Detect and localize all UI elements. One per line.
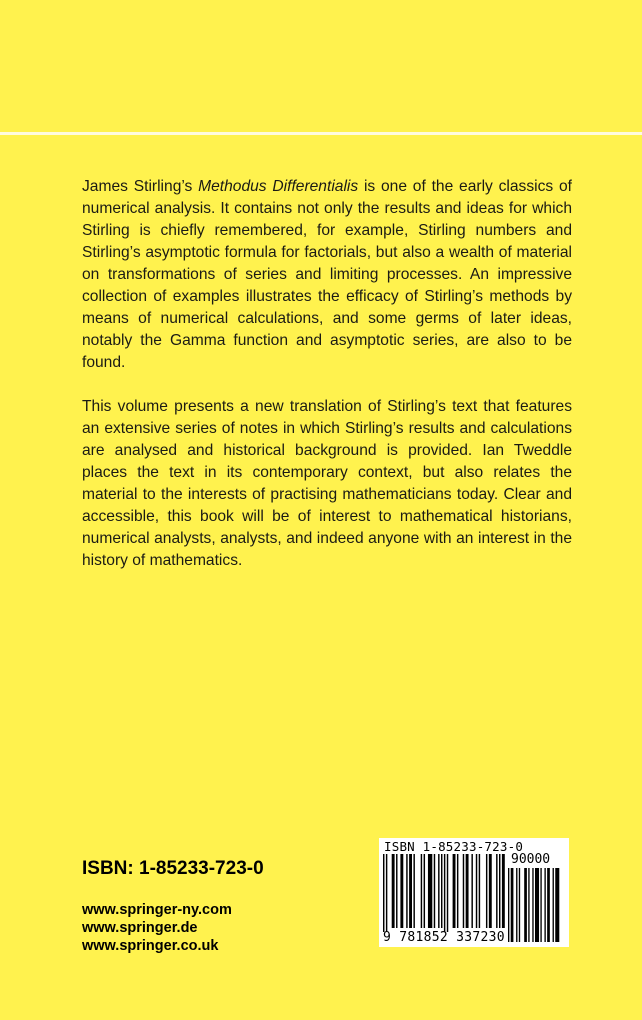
barcode-bar: [532, 868, 533, 942]
barcode-bar: [516, 868, 517, 942]
barcode-bar: [524, 868, 527, 942]
main-barcode-bars: [383, 854, 505, 932]
barcode-bar: [424, 854, 425, 928]
blurb-paragraph-2: This volume presents a new translation of Stirling’s text that features an extensive series of notes in which Stirling’s results and calculations are analysed and historical background is provided. Ian Tweddle places the text in its contemporary context, but also relates the material to the interests of practising mathematicians today. Clear and accessible, this book will be of interest to mathematical historians, numerical analysts, analysts, and indeed anyone with an interest in the history of mathematics.: [82, 398, 572, 569]
barcode-bar: [438, 854, 439, 928]
blurb-text-after-title: is one of the early classics of numerical analysis. It contains not only the results and ideas for which Stirling is chiefly remembered, for example, Stirling numbers and Stirling’s asymptotic formula for factorials, but also a wealth of material on transformations of series and limiting processes. An impressive collection of examples illustrates the efficacy of Stirling’s methods by means of numerical calculations, and some germs of later ideas, notably the Gamma function and asymptotic series, are also to be found.: [82, 178, 572, 371]
barcode-bar: [396, 854, 397, 928]
barcode-bar: [479, 854, 480, 928]
website-url: www.springer.co.uk: [82, 938, 219, 954]
barcode-bar: [434, 854, 435, 928]
barcode-bar: [421, 854, 422, 928]
barcode-bar: [535, 868, 539, 942]
barcode-bar: [413, 854, 414, 928]
barcode-bar: [409, 854, 412, 928]
blurb-text-before-title: James Stirling’s: [82, 178, 199, 195]
barcode-bar: [544, 868, 545, 942]
barcode-bar: [502, 854, 505, 928]
barcode-bar: [383, 854, 384, 932]
barcode-isbn-text: ISBN 1-85233-723-0: [384, 839, 524, 854]
barcode-label: [379, 838, 569, 947]
barcode-bar: [392, 854, 395, 928]
barcode-bar: [553, 868, 554, 942]
barcode-bar: [406, 854, 407, 928]
barcode-addon-digits: 90000: [511, 852, 551, 867]
barcode-bar: [555, 868, 559, 942]
barcode-bar: [441, 854, 442, 928]
barcode-bar: [499, 854, 500, 928]
barcode-bar: [471, 854, 472, 928]
barcode-bar: [428, 854, 432, 928]
barcode-main-digits: 9 781852 337230: [383, 930, 505, 945]
website-url: www.springer-ny.com: [82, 902, 232, 918]
barcode-bar: [444, 854, 445, 932]
barcode-bar: [489, 854, 492, 928]
barcode-bar: [447, 854, 448, 932]
barcode-bar: [386, 854, 387, 932]
barcode-bar: [511, 868, 514, 942]
barcode-bar: [519, 868, 520, 942]
blurb-paragraph-1: [82, 176, 572, 374]
barcode-bar: [528, 868, 529, 942]
barcode-bar: [496, 854, 497, 928]
divider-rule: [0, 132, 642, 135]
book-title-italic: Methodus Differentialis: [198, 178, 359, 195]
barcode-bar: [476, 854, 477, 928]
barcode-bar: [547, 868, 550, 942]
barcode-bar: [463, 854, 464, 928]
barcode-bar: [466, 854, 469, 928]
barcode-bar: [457, 854, 458, 928]
website-url: www.springer.de: [82, 920, 198, 936]
isbn-line: ISBN: 1-85233-723-0: [82, 858, 264, 879]
barcode-bar: [453, 854, 456, 928]
addon-barcode-bars: [508, 868, 564, 942]
barcode-bar: [400, 854, 403, 928]
barcode-bar: [486, 854, 487, 928]
barcode-bar: [508, 868, 509, 942]
publisher-websites: [82, 901, 232, 955]
back-cover-blurb: [82, 176, 572, 594]
barcode-bar: [540, 868, 541, 942]
